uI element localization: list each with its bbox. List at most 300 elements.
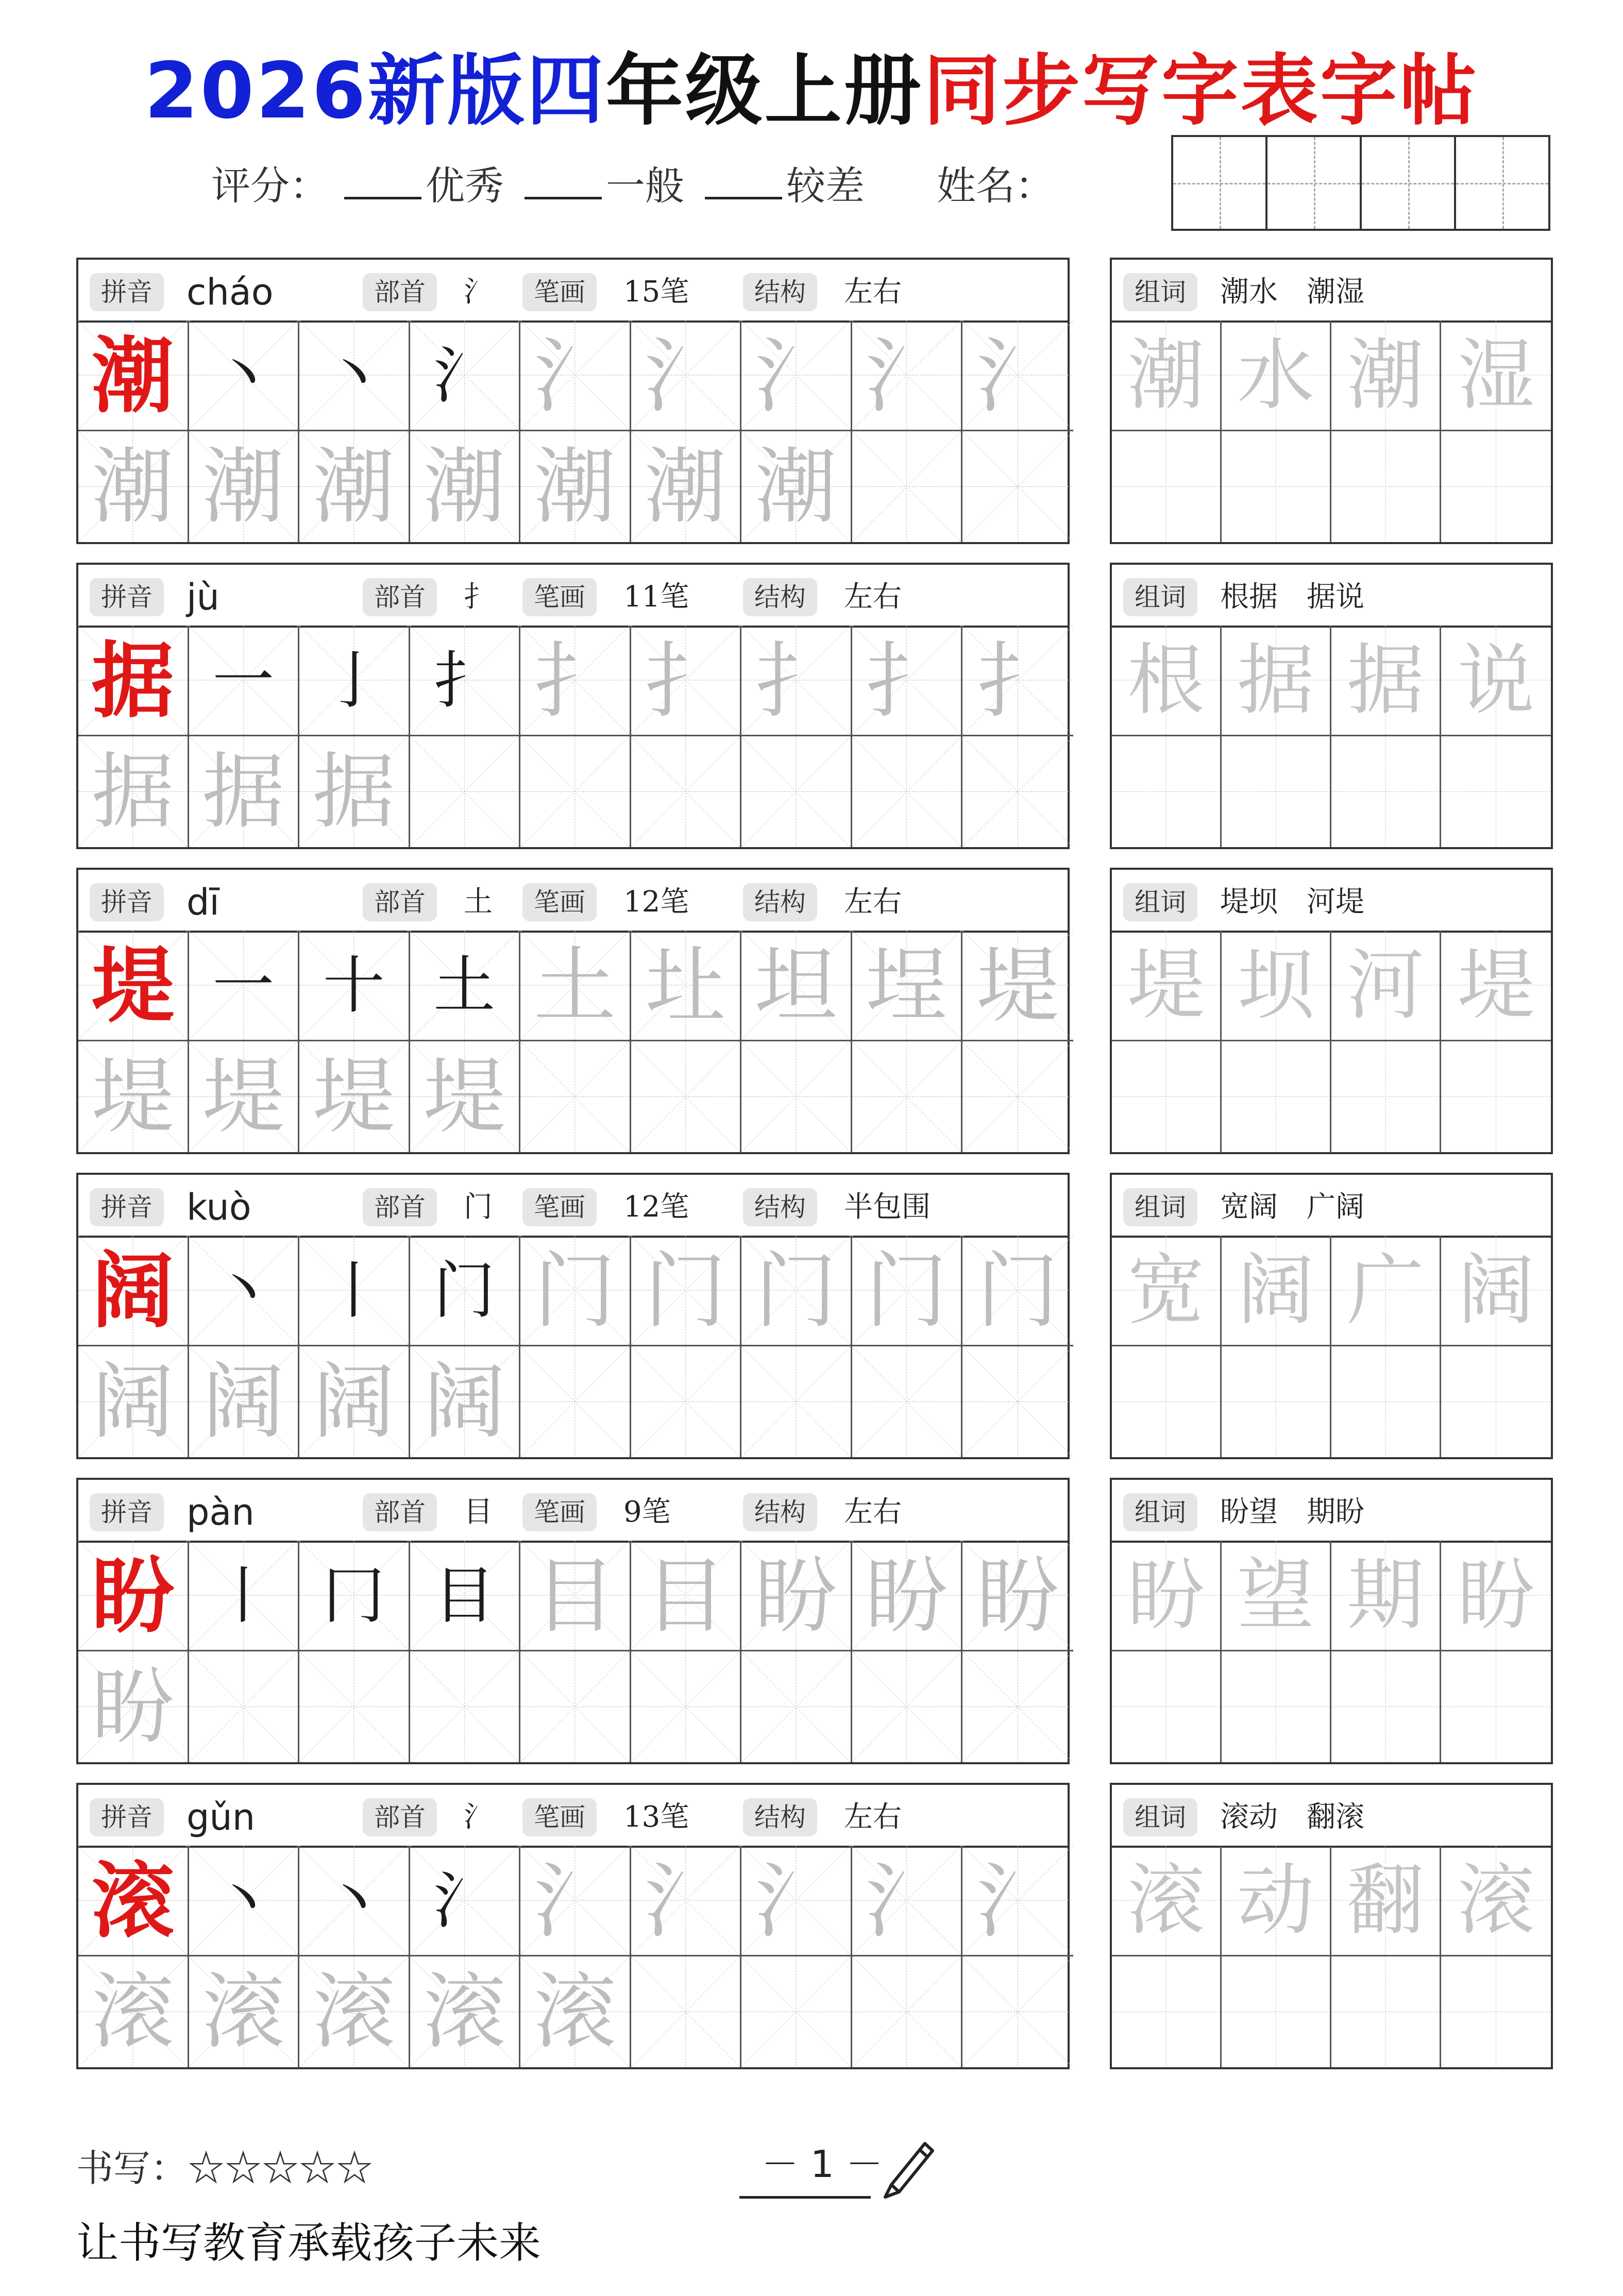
- stroke-step: 扌: [644, 633, 727, 729]
- stroke-step: 滚: [202, 1964, 285, 2060]
- practice-cell[interactable]: [78, 320, 189, 431]
- word-cell[interactable]: [1441, 320, 1551, 431]
- word-cell[interactable]: [1112, 626, 1222, 736]
- structure-tag: 结构: [743, 273, 817, 311]
- name-cell[interactable]: [1267, 137, 1362, 229]
- practice-cell[interactable]: [520, 431, 631, 542]
- practice-cell[interactable]: [741, 1541, 852, 1651]
- strokes-tag: 笔画: [522, 883, 597, 921]
- practice-cell[interactable]: [852, 931, 963, 1041]
- practice-cell[interactable]: [852, 431, 963, 542]
- word-cell[interactable]: [1222, 1651, 1331, 1762]
- practice-cell[interactable]: [962, 431, 1073, 542]
- word-cell[interactable]: [1222, 1956, 1331, 2067]
- practice-cell[interactable]: [962, 736, 1073, 847]
- practice-cell[interactable]: [520, 1651, 631, 1762]
- practice-cell[interactable]: [78, 626, 189, 736]
- word-cell[interactable]: [1331, 1541, 1441, 1651]
- title-part-black: 年级上册: [605, 46, 923, 136]
- word-grid: [1112, 626, 1551, 847]
- stroke-step: 一: [212, 645, 275, 717]
- practice-cell[interactable]: [410, 1041, 521, 1152]
- stroke-step: 氵: [754, 328, 837, 424]
- strokes-value: 15笔: [623, 275, 689, 309]
- practice-cell[interactable]: [631, 1346, 742, 1457]
- structure-value: 左右: [844, 275, 902, 309]
- practice-cell[interactable]: [741, 1346, 852, 1457]
- practice-cell[interactable]: [189, 1651, 300, 1762]
- model-character: 潮: [91, 327, 174, 424]
- word-character: 望: [1237, 1551, 1314, 1641]
- practice-cell[interactable]: [631, 1651, 742, 1762]
- word-cell[interactable]: [1222, 626, 1331, 736]
- word-cell[interactable]: [1222, 320, 1331, 431]
- stroke-step: 滚: [312, 1964, 395, 2060]
- words-tag: 组词: [1123, 1188, 1197, 1226]
- practice-cell[interactable]: [410, 1346, 521, 1457]
- word-header: [1112, 260, 1551, 323]
- practice-cell[interactable]: [852, 1541, 963, 1651]
- practice-cell[interactable]: [189, 1041, 300, 1152]
- char-info-header: [78, 260, 1068, 323]
- word-cell[interactable]: [1112, 736, 1222, 847]
- practice-cell[interactable]: [78, 931, 189, 1041]
- practice-cell[interactable]: [520, 736, 631, 847]
- word-grid: [1112, 931, 1551, 1152]
- practice-cell[interactable]: [299, 626, 410, 736]
- word-cell[interactable]: [1112, 931, 1222, 1041]
- model-character: 据: [91, 632, 174, 729]
- pinyin-value: kuò: [187, 1186, 251, 1228]
- word-cell[interactable]: [1331, 1956, 1441, 2067]
- practice-cell[interactable]: [299, 1041, 410, 1152]
- word-character: 水: [1237, 331, 1314, 420]
- word-header: [1112, 1785, 1551, 1848]
- stroke-step: 埕: [865, 938, 948, 1034]
- writing-grid: [78, 626, 1068, 847]
- practice-cell[interactable]: [189, 626, 300, 736]
- word-cell[interactable]: [1331, 626, 1441, 736]
- practice-cell[interactable]: [299, 1846, 410, 1956]
- stroke-step: 潮: [91, 438, 174, 535]
- practice-cell[interactable]: [520, 1956, 631, 2067]
- stroke-step: 土: [533, 938, 616, 1034]
- practice-cell[interactable]: [78, 1651, 189, 1762]
- word-grid: [1112, 320, 1551, 542]
- stroke-step: 十: [323, 950, 385, 1022]
- practice-cell[interactable]: [962, 931, 1073, 1041]
- practice-cell[interactable]: [852, 1041, 963, 1152]
- practice-cell[interactable]: [631, 1956, 742, 2067]
- page-number: － 1 －: [762, 2142, 883, 2186]
- pen-icon: [876, 2133, 938, 2200]
- practice-cell[interactable]: [78, 1541, 189, 1651]
- word-cell[interactable]: [1331, 320, 1441, 431]
- radical-value: 扌: [464, 580, 493, 614]
- practice-cell[interactable]: [189, 1236, 300, 1346]
- stroke-step: 潮: [202, 438, 285, 535]
- practice-cell[interactable]: [962, 1651, 1073, 1762]
- practice-cell[interactable]: [852, 1236, 963, 1346]
- radical-value: 土: [464, 885, 493, 919]
- practice-block: [76, 1478, 1070, 1764]
- practice-cell[interactable]: [410, 931, 521, 1041]
- word-character: 潮: [1346, 331, 1424, 420]
- word-character: 据: [1346, 636, 1424, 725]
- practice-cell[interactable]: [631, 320, 742, 431]
- word-cell[interactable]: [1441, 1846, 1551, 1956]
- word-character: 坝: [1237, 941, 1314, 1031]
- words-value: 盼望 期盼: [1220, 1495, 1364, 1529]
- words-tag: 组词: [1123, 578, 1197, 616]
- radical-tag: 部首: [363, 1493, 437, 1531]
- stroke-step: 氵: [533, 328, 616, 424]
- practice-cell[interactable]: [520, 626, 631, 736]
- stroke-step: 据: [202, 744, 285, 840]
- words-value: 潮水 潮湿: [1220, 275, 1364, 309]
- practice-cell[interactable]: [410, 320, 521, 431]
- word-cell[interactable]: [1441, 1956, 1551, 2067]
- strokes-value: 12笔: [623, 1190, 689, 1224]
- strokes-value: 12笔: [623, 885, 689, 919]
- word-cell[interactable]: [1331, 1346, 1441, 1457]
- model-character: 滚: [91, 1852, 174, 1949]
- writing-grid: [78, 1541, 1068, 1762]
- practice-cell[interactable]: [189, 1541, 300, 1651]
- practice-cell[interactable]: [962, 626, 1073, 736]
- name-label: 姓名：: [937, 163, 1054, 209]
- practice-cell[interactable]: [410, 1541, 521, 1651]
- stroke-step: 堤: [312, 1049, 395, 1145]
- word-character: 期: [1346, 1551, 1424, 1641]
- writing-grid: [78, 1236, 1068, 1457]
- practice-cell[interactable]: [410, 1846, 521, 1956]
- word-cell[interactable]: [1441, 1346, 1551, 1457]
- words-value: 根据 据说: [1220, 580, 1364, 614]
- word-cell[interactable]: [1112, 1956, 1222, 2067]
- practice-cell[interactable]: [631, 1541, 742, 1651]
- stroke-step: 冂: [323, 1560, 385, 1632]
- practice-cell[interactable]: [78, 736, 189, 847]
- practice-cell[interactable]: [631, 1236, 742, 1346]
- practice-cell[interactable]: [852, 626, 963, 736]
- word-cell[interactable]: [1112, 1541, 1222, 1651]
- practice-cell[interactable]: [631, 1041, 742, 1152]
- model-character: 阔: [91, 1242, 174, 1339]
- word-character: 据: [1237, 636, 1314, 725]
- practice-cell[interactable]: [962, 1236, 1073, 1346]
- practice-cell[interactable]: [852, 1956, 963, 2067]
- word-cell[interactable]: [1222, 1846, 1331, 1956]
- stroke-step: 氵: [433, 340, 496, 412]
- practice-cell[interactable]: [852, 1651, 963, 1762]
- model-character: 堤: [91, 937, 174, 1034]
- practice-cell[interactable]: [520, 1846, 631, 1956]
- practice-cell[interactable]: [410, 1651, 521, 1762]
- practice-cell[interactable]: [299, 1541, 410, 1651]
- practice-cell[interactable]: [520, 931, 631, 1041]
- practice-cell[interactable]: [410, 431, 521, 542]
- stroke-step: 门: [533, 1243, 616, 1339]
- word-cell[interactable]: [1331, 1846, 1441, 1956]
- practice-cell[interactable]: [410, 626, 521, 736]
- practice-cell[interactable]: [78, 1346, 189, 1457]
- stroke-step: 门: [976, 1243, 1059, 1339]
- stroke-step: 潮: [312, 438, 395, 535]
- stroke-step: 堤: [202, 1049, 285, 1145]
- practice-cell[interactable]: [299, 1956, 410, 2067]
- name-cell[interactable]: [1456, 137, 1548, 229]
- practice-cell[interactable]: [189, 736, 300, 847]
- practice-cell[interactable]: [189, 931, 300, 1041]
- word-header: [1112, 870, 1551, 933]
- practice-cell[interactable]: [410, 736, 521, 847]
- name-cell[interactable]: [1173, 137, 1267, 229]
- stroke-step: 据: [91, 744, 174, 840]
- word-character: 宽: [1127, 1246, 1205, 1336]
- practice-cell[interactable]: [78, 1846, 189, 1956]
- word-cell[interactable]: [1112, 1846, 1222, 1956]
- practice-cell[interactable]: [410, 1956, 521, 2067]
- words-tag: 组词: [1123, 1493, 1197, 1531]
- stroke-step: 阔: [91, 1354, 174, 1450]
- practice-cell[interactable]: [852, 736, 963, 847]
- word-character: 动: [1237, 1856, 1314, 1946]
- practice-cell[interactable]: [741, 736, 852, 847]
- rating-label: 书写：: [76, 2147, 188, 2190]
- word-header: [1112, 565, 1551, 628]
- practice-cell[interactable]: [631, 931, 742, 1041]
- word-cell[interactable]: [1441, 431, 1551, 542]
- char-info-header: [78, 1175, 1068, 1238]
- radical-tag: 部首: [363, 578, 437, 616]
- strokes-value: 9笔: [623, 1495, 671, 1529]
- word-block: [1110, 258, 1553, 544]
- word-cell[interactable]: [1222, 931, 1331, 1041]
- stroke-step: 盼: [865, 1548, 948, 1644]
- practice-block: [76, 1783, 1070, 2069]
- word-cell[interactable]: [1441, 1041, 1551, 1152]
- pinyin-tag: 拼音: [90, 273, 164, 311]
- word-cell[interactable]: [1112, 1236, 1222, 1346]
- stroke-step: 氵: [976, 1853, 1059, 1949]
- practice-cell[interactable]: [631, 626, 742, 736]
- word-character: 盼: [1127, 1551, 1205, 1641]
- practice-cell[interactable]: [299, 1651, 410, 1762]
- word-cell[interactable]: [1112, 320, 1222, 431]
- practice-cell[interactable]: [741, 1236, 852, 1346]
- words-value: 宽阔 广阔: [1220, 1190, 1364, 1224]
- practice-cell[interactable]: [299, 931, 410, 1041]
- word-block: [1110, 1173, 1553, 1459]
- word-cell[interactable]: [1112, 1651, 1222, 1762]
- practice-cell[interactable]: [741, 1846, 852, 1956]
- char-info-header: [78, 1480, 1068, 1543]
- words-tag: 组词: [1123, 273, 1197, 311]
- stroke-step: 堤: [976, 938, 1059, 1034]
- practice-cell[interactable]: [78, 1236, 189, 1346]
- word-character: 阔: [1237, 1246, 1314, 1336]
- stroke-step: 氵: [644, 328, 727, 424]
- word-cell[interactable]: [1222, 431, 1331, 542]
- writing-grid: [78, 320, 1068, 542]
- stroke-step: 盼: [754, 1548, 837, 1644]
- stroke-step: 丶: [212, 1255, 275, 1327]
- name-box[interactable]: [1171, 135, 1550, 231]
- practice-cell[interactable]: [78, 1956, 189, 2067]
- practice-cell[interactable]: [299, 736, 410, 847]
- practice-cell[interactable]: [520, 1346, 631, 1457]
- stroke-step: 目: [644, 1548, 727, 1644]
- word-cell[interactable]: [1441, 626, 1551, 736]
- word-cell[interactable]: [1441, 1236, 1551, 1346]
- stroke-step: 扌: [865, 633, 948, 729]
- structure-tag: 结构: [743, 1493, 817, 1531]
- practice-cell[interactable]: [631, 431, 742, 542]
- practice-cell[interactable]: [78, 1041, 189, 1152]
- practice-cell[interactable]: [189, 1846, 300, 1956]
- pinyin-tag: 拼音: [90, 1493, 164, 1531]
- radical-tag: 部首: [363, 883, 437, 921]
- word-cell[interactable]: [1222, 1236, 1331, 1346]
- practice-cell[interactable]: [520, 1041, 631, 1152]
- word-cell[interactable]: [1331, 1041, 1441, 1152]
- word-character: 潮: [1127, 331, 1205, 420]
- model-character: 盼: [91, 1547, 174, 1644]
- practice-cell[interactable]: [299, 320, 410, 431]
- practice-cell[interactable]: [741, 1651, 852, 1762]
- practice-cell[interactable]: [189, 431, 300, 542]
- practice-cell[interactable]: [299, 431, 410, 542]
- word-cell[interactable]: [1331, 931, 1441, 1041]
- pinyin-tag: 拼音: [90, 1188, 164, 1226]
- words-value: 滚动 翻滚: [1220, 1800, 1364, 1834]
- word-cell[interactable]: [1112, 1346, 1222, 1457]
- strokes-tag: 笔画: [522, 1493, 597, 1531]
- stroke-step: 阔: [423, 1354, 506, 1450]
- radical-value: 氵: [464, 275, 493, 309]
- practice-cell[interactable]: [741, 320, 852, 431]
- practice-cell[interactable]: [741, 1041, 852, 1152]
- score-line: [211, 155, 1054, 211]
- practice-cell[interactable]: [520, 1236, 631, 1346]
- word-cell[interactable]: [1222, 1541, 1331, 1651]
- words-tag: 组词: [1123, 883, 1197, 921]
- word-cell[interactable]: [1331, 1236, 1441, 1346]
- stroke-step: 丶: [323, 1865, 385, 1937]
- page-title: [0, 28, 1623, 140]
- word-cell[interactable]: [1331, 736, 1441, 847]
- word-cell[interactable]: [1441, 736, 1551, 847]
- pinyin-tag: 拼音: [90, 578, 164, 616]
- rating-stars[interactable]: ☆☆☆☆☆: [188, 2147, 374, 2190]
- practice-cell[interactable]: [962, 1541, 1073, 1651]
- practice-cell[interactable]: [962, 1956, 1073, 2067]
- stroke-step: 丨: [212, 1560, 275, 1632]
- practice-cell[interactable]: [741, 1956, 852, 2067]
- name-cell[interactable]: [1362, 137, 1456, 229]
- practice-cell[interactable]: [962, 1041, 1073, 1152]
- word-cell[interactable]: [1222, 1041, 1331, 1152]
- score-option-average: 一般: [606, 163, 684, 209]
- word-character: 堤: [1457, 941, 1535, 1031]
- stroke-step: 氵: [754, 1853, 837, 1949]
- page-underline: [739, 2196, 871, 2199]
- word-character: 阔: [1457, 1246, 1535, 1336]
- word-character: 湿: [1457, 331, 1535, 420]
- strokes-tag: 笔画: [522, 578, 597, 616]
- stroke-step: 目: [433, 1560, 496, 1632]
- stroke-step: 滚: [533, 1964, 616, 2060]
- word-header: [1112, 1175, 1551, 1238]
- radical-tag: 部首: [363, 1188, 437, 1226]
- stroke-step: 扌: [433, 645, 496, 717]
- word-cell[interactable]: [1222, 1346, 1331, 1457]
- word-character: 滚: [1457, 1856, 1535, 1946]
- practice-cell[interactable]: [78, 431, 189, 542]
- score-blank-excellent[interactable]: [344, 166, 421, 199]
- stroke-step: 氵: [976, 328, 1059, 424]
- practice-cell[interactable]: [299, 1346, 410, 1457]
- practice-cell[interactable]: [962, 1846, 1073, 1956]
- practice-cell[interactable]: [189, 320, 300, 431]
- stroke-step: 潮: [423, 438, 506, 535]
- structure-tag: 结构: [743, 1188, 817, 1226]
- practice-cell[interactable]: [299, 1236, 410, 1346]
- stroke-step: 潮: [644, 438, 727, 535]
- practice-cell[interactable]: [189, 1956, 300, 2067]
- practice-cell[interactable]: [631, 736, 742, 847]
- strokes-tag: 笔画: [522, 1798, 597, 1836]
- pinyin-value: pàn: [187, 1491, 255, 1533]
- word-cell[interactable]: [1112, 431, 1222, 542]
- practice-cell[interactable]: [631, 1846, 742, 1956]
- stroke-step: 门: [865, 1243, 948, 1339]
- word-character: 堤: [1127, 941, 1205, 1031]
- stroke-step: 氵: [644, 1853, 727, 1949]
- practice-cell[interactable]: [741, 431, 852, 542]
- word-cell[interactable]: [1331, 1651, 1441, 1762]
- word-cell[interactable]: [1331, 431, 1441, 542]
- practice-cell[interactable]: [189, 1346, 300, 1457]
- strokes-tag: 笔画: [522, 273, 597, 311]
- pinyin-value: jù: [187, 576, 219, 618]
- score-option-poor: 较差: [786, 163, 865, 209]
- practice-cell[interactable]: [962, 1346, 1073, 1457]
- pinyin-tag: 拼音: [90, 1798, 164, 1836]
- stroke-step: 滚: [91, 1964, 174, 2060]
- practice-cell[interactable]: [410, 1236, 521, 1346]
- word-cell[interactable]: [1112, 1041, 1222, 1152]
- practice-cell[interactable]: [520, 1541, 631, 1651]
- practice-cell[interactable]: [741, 931, 852, 1041]
- stroke-step: 土: [433, 950, 496, 1022]
- practice-block: [76, 563, 1070, 849]
- practice-cell[interactable]: [520, 320, 631, 431]
- score-blank-poor[interactable]: [705, 166, 782, 199]
- word-cell[interactable]: [1441, 1651, 1551, 1762]
- score-blank-average[interactable]: [525, 166, 602, 199]
- practice-cell[interactable]: [962, 320, 1073, 431]
- practice-cell[interactable]: [741, 626, 852, 736]
- word-cell[interactable]: [1441, 931, 1551, 1041]
- word-cell[interactable]: [1222, 736, 1331, 847]
- pinyin-tag: 拼音: [90, 883, 164, 921]
- practice-cell[interactable]: [852, 1346, 963, 1457]
- practice-cell[interactable]: [852, 320, 963, 431]
- word-cell[interactable]: [1441, 1541, 1551, 1651]
- practice-cell[interactable]: [852, 1846, 963, 1956]
